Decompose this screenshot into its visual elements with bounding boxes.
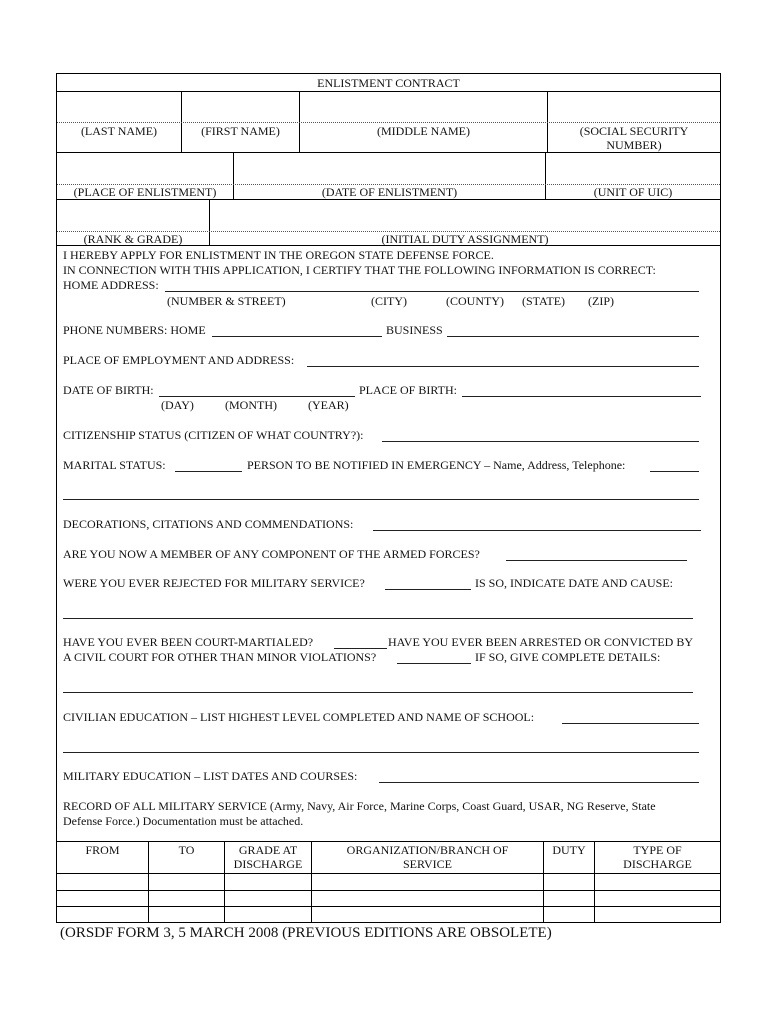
unit-label: (UNIT OF UIC)	[593, 185, 673, 199]
emergency-label: PERSON TO BE NOTIFIED IN EMERGENCY – Name, Address, Telephone:	[247, 458, 626, 472]
form-footer: (ORSDF FORM 3, 5 MARCH 2008 (PREVIOUS EDITIONS ARE OBSOLETE)	[60, 925, 552, 941]
home-address-field[interactable]	[165, 291, 699, 292]
table-row[interactable]	[57, 874, 720, 890]
marital-field[interactable]	[175, 471, 242, 472]
year-label: (YEAR)	[308, 398, 349, 412]
middle-name-field[interactable]	[300, 92, 547, 122]
dob-field[interactable]	[159, 396, 355, 397]
rank-grade-label: (RANK & GRADE)	[83, 232, 183, 246]
header-duty: DUTY	[552, 843, 586, 857]
ssn-field[interactable]	[548, 92, 720, 122]
place-of-enlistment-field[interactable]	[57, 153, 233, 183]
form-title: ENLISTMENT CONTRACT	[317, 76, 460, 90]
state-label: (STATE)	[522, 294, 566, 308]
pob-label: PLACE OF BIRTH:	[359, 383, 457, 397]
record-line-1: RECORD OF ALL MILITARY SERVICE (Army, Navy, Air Force, Marine Corps, Coast Guard, USAR, NG Reserve, State	[63, 799, 656, 813]
court-martial-field[interactable]	[334, 648, 387, 649]
city-label: (CITY)	[371, 294, 407, 308]
pob-field[interactable]	[462, 396, 701, 397]
first-name-field[interactable]	[182, 92, 299, 122]
middle-name-label: (MIDDLE NAME)	[377, 124, 470, 138]
zip-label: (ZIP)	[588, 294, 614, 308]
unit-field[interactable]	[546, 153, 720, 183]
header-grade-at-discharge: GRADE AT DISCHARGE	[233, 843, 303, 871]
phone-home-field[interactable]	[212, 336, 382, 337]
intro-line-2: IN CONNECTION WITH THIS APPLICATION, I CERTIFY THAT THE FOLLOWING INFORMATION IS CORRECT:	[63, 263, 656, 277]
military-education-field[interactable]	[379, 782, 699, 783]
armed-forces-field[interactable]	[506, 560, 687, 561]
rejected-label: WERE YOU EVER REJECTED FOR MILITARY SERVICE?	[63, 576, 365, 590]
emergency-field-line-2[interactable]	[63, 499, 699, 500]
county-label: (COUNTY)	[446, 294, 504, 308]
citizenship-field[interactable]	[382, 441, 699, 442]
employment-label: PLACE OF EMPLOYMENT AND ADDRESS:	[63, 353, 295, 367]
number-street-label: (NUMBER & STREET)	[167, 294, 286, 308]
civilian-education-field-line-2[interactable]	[63, 752, 699, 753]
record-line-2: Defense Force.) Documentation must be attached.	[63, 814, 304, 828]
armed-forces-label: ARE YOU NOW A MEMBER OF ANY COMPONENT OF THE ARMED FORCES?	[63, 547, 480, 561]
initial-duty-field[interactable]	[210, 200, 720, 230]
court-details-field[interactable]	[63, 692, 693, 693]
intro-line-1: I HEREBY APPLY FOR ENLISTMENT IN THE OREGON STATE DEFENSE FORCE.	[63, 248, 494, 262]
civilian-education-label: CIVILIAN EDUCATION – LIST HIGHEST LEVEL COMPLETED AND NAME OF SCHOOL:	[63, 710, 535, 724]
header-type-of-discharge: TYPE OF DISCHARGE	[623, 843, 692, 871]
table-row[interactable]	[57, 907, 720, 922]
month-label: (MONTH)	[225, 398, 277, 412]
decorations-field[interactable]	[373, 530, 701, 531]
header-from: FROM	[85, 843, 120, 857]
marital-label: MARITAL STATUS:	[63, 458, 166, 472]
dob-label: DATE OF BIRTH:	[63, 383, 154, 397]
divider	[57, 245, 720, 246]
date-of-enlistment-field[interactable]	[234, 153, 545, 183]
last-name-label: (LAST NAME)	[80, 124, 158, 138]
rank-grade-field[interactable]	[57, 200, 209, 230]
arrested-label: HAVE YOU EVER BEEN ARRESTED OR CONVICTED BY	[388, 635, 694, 649]
military-education-label: MILITARY EDUCATION – LIST DATES AND COURSES:	[63, 769, 358, 783]
rejected-field[interactable]	[385, 589, 471, 590]
citizenship-label: CITIZENSHIP STATUS (CITIZEN OF WHAT COUNTRY?):	[63, 428, 364, 442]
header-organization-branch: ORGANIZATION/BRANCH OF SERVICE	[346, 843, 509, 871]
ssn-label-line1: (SOCIAL SECURITY	[579, 124, 689, 138]
decorations-label: DECORATIONS, CITATIONS AND COMMENDATIONS:	[63, 517, 354, 531]
phone-home-label: PHONE NUMBERS: HOME	[63, 323, 206, 337]
phone-business-label: BUSINESS	[386, 323, 443, 337]
table-row[interactable]	[57, 891, 720, 906]
header-to: TO	[178, 843, 195, 857]
initial-duty-label: (INITIAL DUTY ASSIGNMENT)	[381, 232, 549, 246]
court-martial-label: HAVE YOU EVER BEEN COURT-MARTIALED?	[63, 635, 314, 649]
home-address-label: HOME ADDRESS:	[63, 278, 159, 292]
court-details-label: IF SO, GIVE COMPLETE DETAILS:	[475, 650, 661, 664]
phone-business-field[interactable]	[447, 336, 699, 337]
civil-court-field[interactable]	[397, 663, 471, 664]
last-name-field[interactable]	[57, 92, 181, 122]
rejected-details-field[interactable]	[63, 618, 693, 619]
civil-court-label: A CIVIL COURT FOR OTHER THAN MINOR VIOLATIONS?	[63, 650, 377, 664]
employment-field[interactable]	[307, 366, 699, 367]
day-label: (DAY)	[161, 398, 194, 412]
rejected-suffix: IS SO, INDICATE DATE AND CAUSE:	[475, 576, 674, 590]
civilian-education-field[interactable]	[562, 723, 699, 724]
first-name-label: (FIRST NAME)	[201, 124, 280, 138]
enlistment-form	[56, 73, 721, 923]
emergency-field[interactable]	[650, 471, 699, 472]
ssn-label-line2: NUMBER)	[606, 138, 662, 152]
date-of-enlistment-label: (DATE OF ENLISTMENT)	[321, 185, 458, 199]
place-of-enlistment-label: (PLACE OF ENLISTMENT)	[73, 185, 217, 199]
